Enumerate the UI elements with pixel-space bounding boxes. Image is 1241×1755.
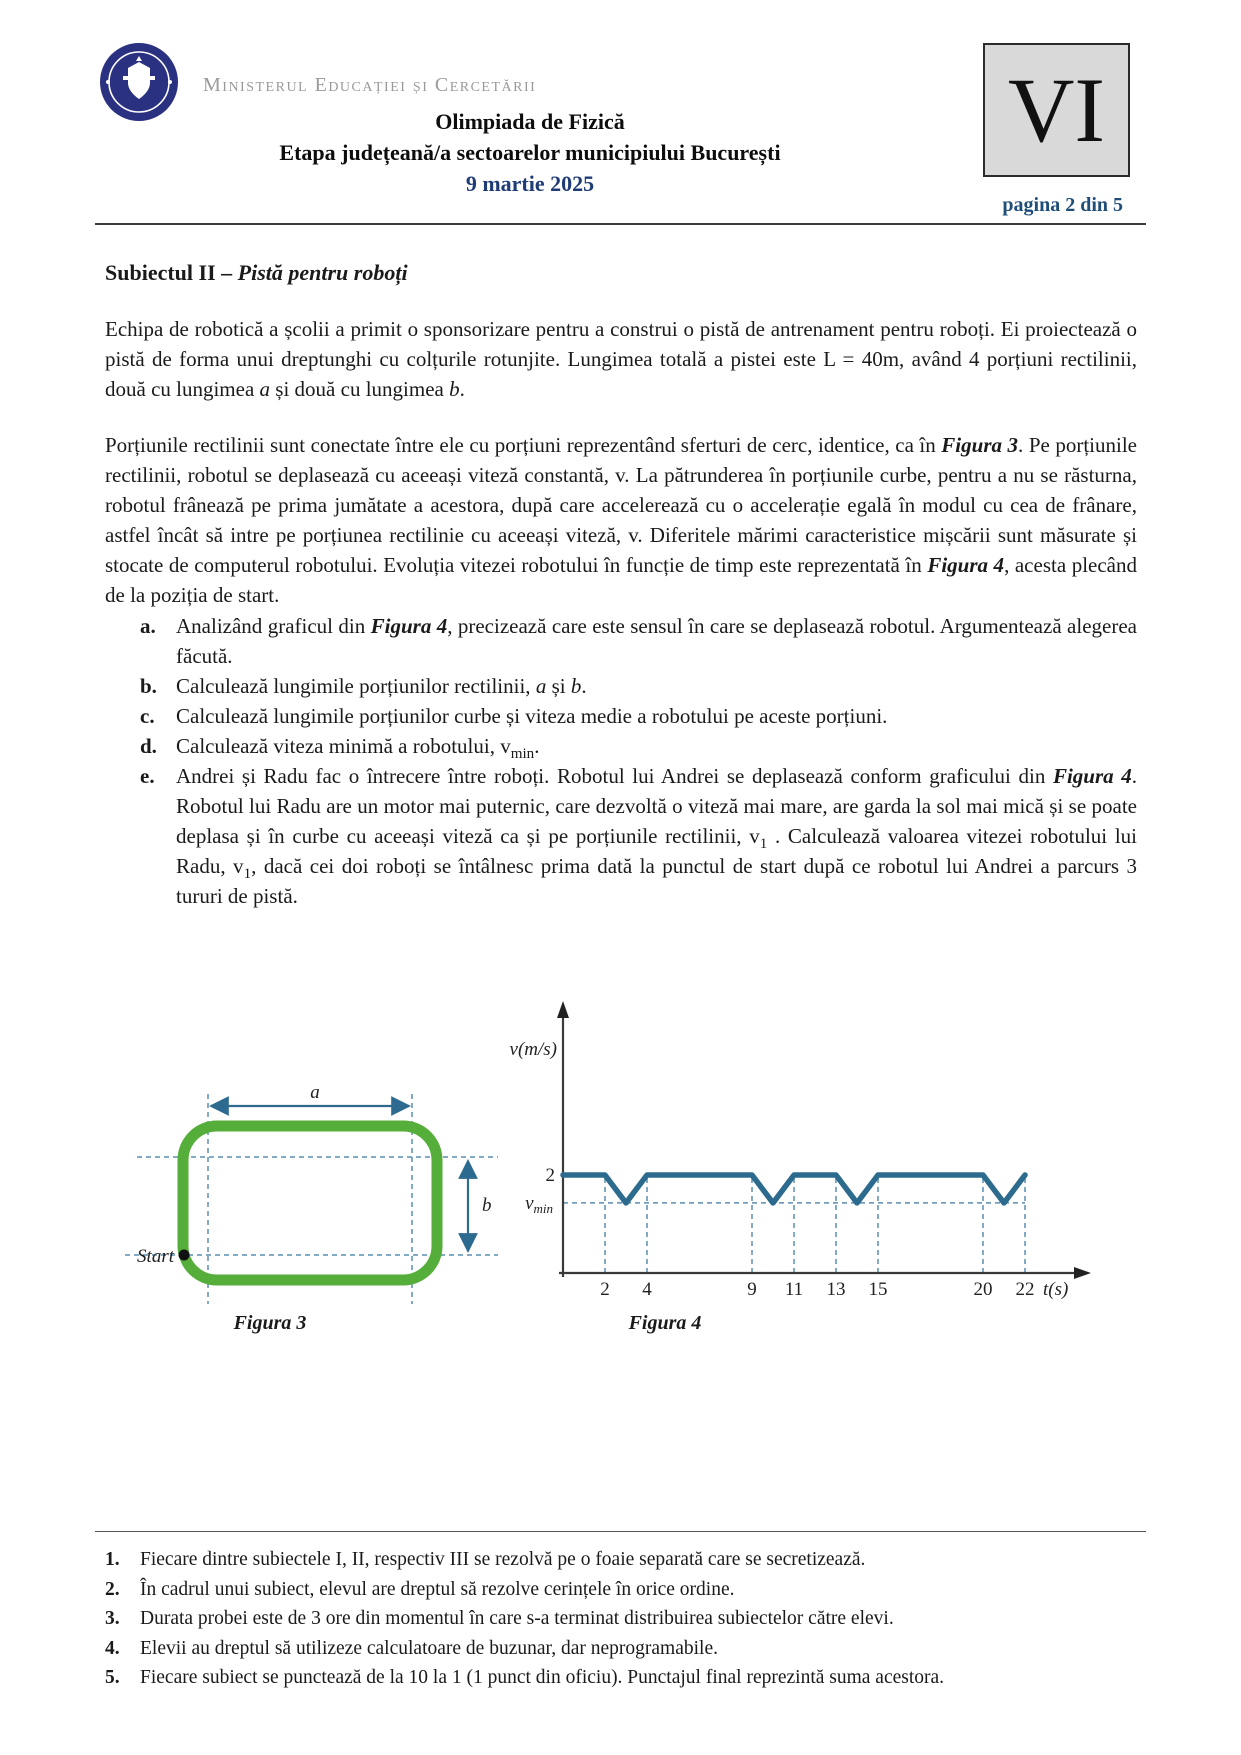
x-tick-9: 9 — [747, 1279, 757, 1300]
x-axis-label: t(s) — [1043, 1279, 1069, 1300]
task-marker: b. — [140, 674, 157, 698]
note-text: Elevii au dreptul să utilizeze calculatoare de buzunar, dar neprogramabile. — [140, 1637, 718, 1659]
y-axis-label: v(m/s) — [509, 1039, 557, 1060]
figura4-caption: Figura 4 — [628, 1312, 702, 1334]
figura3-track-diagram — [110, 1058, 510, 1310]
y-tick-vmin: $v_{min}$ — [525, 1193, 553, 1216]
note-text: Durata probei este de 3 ore din momentul în care s-a terminat distribuirea subiectelor către elevi. — [140, 1608, 894, 1629]
task-text: Calculează lungimile porțiunilor rectilinii, a și b. — [176, 674, 587, 698]
subject-heading: Subiectul II – Pistă pentru roboți — [105, 260, 408, 285]
note-text: Fiecare dintre subiectele I, II, respectiv III se rezolvă pe o foaie separată care se secretizează. — [140, 1549, 866, 1570]
start-point — [179, 1250, 190, 1261]
ministry-name: Ministerul Educației și Cercetării — [203, 74, 537, 96]
x-tick-15: 15 — [868, 1279, 888, 1300]
figura3-caption: Figura 3 — [233, 1312, 307, 1334]
dimension-a-label: a — [310, 1082, 320, 1103]
class-badge: VI — [983, 43, 1130, 177]
note-number: 2. — [105, 1578, 120, 1600]
task-marker: c. — [140, 704, 155, 728]
footer-notes — [105, 1545, 1145, 1693]
x-tick-2: 2 — [600, 1279, 610, 1300]
task-marker: d. — [140, 734, 157, 758]
olympiad-date: 9 martie 2025 — [465, 171, 595, 196]
footer-note-4 — [105, 1634, 1145, 1664]
track-diagram-svg — [110, 1058, 510, 1310]
task-e — [105, 761, 1137, 911]
task-b — [105, 671, 1137, 701]
dimension-b-label: b — [482, 1195, 492, 1216]
footer-note-5 — [105, 1663, 1145, 1693]
x-axis-arrow — [1074, 1267, 1091, 1279]
task-a — [105, 611, 1137, 671]
footer-note-1 — [105, 1545, 1145, 1575]
task-text: Calculează viteza minimă a robotului, $v_{min}$. — [176, 734, 540, 763]
task-d — [105, 731, 1137, 761]
note-text: În cadrul unui subiect, elevul are dreptul să rezolve cerințele în orice ordine. — [140, 1578, 735, 1600]
task-list — [105, 611, 1137, 911]
x-tick-11: 11 — [784, 1279, 804, 1300]
robot-track — [183, 1126, 437, 1280]
task-text: Andrei și Radu fac o întrecere între roboți. Robotul lui Andrei se deplasează conform graficului din Figura 4. Robotul lui Radu are un motor mai puternic, care dezvoltă o viteză mai mare, are garda la sol mai mică și se poate deplasa și în curbe cu aceeași viteză ca și pe porțiunile rectilinii, $v_1$ . Calculează valoarea vitezei robotului lui Radu, $v_1$, dacă cei doi roboți se întâlnesc prima dată la punctul de start după ce robotul lui Andrei a parcurs 3 tururi de pistă. — [176, 764, 1138, 908]
y-axis-arrow — [557, 1001, 569, 1018]
subject-content — [105, 244, 1137, 911]
olympiad-stage: Etapa județeană/a sectoarelor municipiului București — [279, 140, 781, 165]
note-text: Fiecare subiect se punctează de la 10 la 1 (1 punct din oficiu). Punctajul final reprezintă suma acestora. — [140, 1667, 945, 1688]
page-indicator: pagina 2 din 5 — [1002, 194, 1123, 216]
note-number: 4. — [105, 1637, 120, 1659]
task-text: Analizând graficul din Figura 4, precizează care este sensul în care se deplasează robotul. Argumentează alegerea făcută. — [176, 614, 1137, 668]
paragraph-2: Porțiunile rectilinii sunt conectate între ele cu porțiuni reprezentând sferturi de cerc, identice, ca în Figura 3. Pe porțiunile rectilinii, robotul se deplasează cu aceeași viteză constantă, v. La pătrunderea în porțiunile curbe, pentru a nu se răsturna, robotul frânează pe prima jumătate a acestora, după care accelerează cu o accelerație egală în modul cu cea de frânare, astfel încât să intre pe porțiunea rectilinie cu aceeași viteză, v. Diferitele mărimi caracteristice mișcării sunt măsurate și stocate de computerul robotului. Evoluția vitezei robotului în funcție de timp este reprezentată în Figura 4, acesta plecând de la poziția de start. — [105, 433, 1137, 607]
task-text: Calculează lungimile porțiunilor curbe și viteza medie a robotului pe aceste porțiuni. — [176, 704, 888, 728]
note-number: 3. — [105, 1608, 120, 1629]
footer-note-2 — [105, 1575, 1145, 1605]
footer-note-3 — [105, 1604, 1145, 1634]
task-marker: a. — [140, 614, 156, 638]
x-tick-13: 13 — [826, 1279, 846, 1300]
figura4-chart — [495, 985, 1105, 1315]
note-number: 1. — [105, 1549, 120, 1570]
paragraph-1: Echipa de robotică a școlii a primit o sponsorizare pentru a construi o pistă de antrenament pentru roboți. Ei proiectează o pistă de forma unui dreptunghi cu colțurile rotunjite. Lungimea totală a pistei este L = 40m, având 4 porțiuni rectilinii, două cu lungimea a și două cu lungimea b. — [105, 317, 1137, 401]
start-label: Start — [137, 1246, 174, 1267]
task-c — [105, 701, 1137, 731]
task-marker: e. — [140, 764, 155, 788]
y-tick-2: 2 — [545, 1165, 555, 1186]
footer-divider — [95, 1531, 1146, 1532]
x-tick-22: 22 — [1015, 1279, 1035, 1300]
x-tick-20: 20 — [973, 1279, 993, 1300]
olympiad-title: Olimpiada de Fizică — [435, 109, 625, 134]
note-number: 5. — [105, 1667, 120, 1688]
figura4-velocity-graph — [495, 985, 1105, 1315]
header-divider — [95, 223, 1146, 225]
document-title-block — [105, 106, 955, 199]
x-tick-4: 4 — [642, 1279, 652, 1300]
